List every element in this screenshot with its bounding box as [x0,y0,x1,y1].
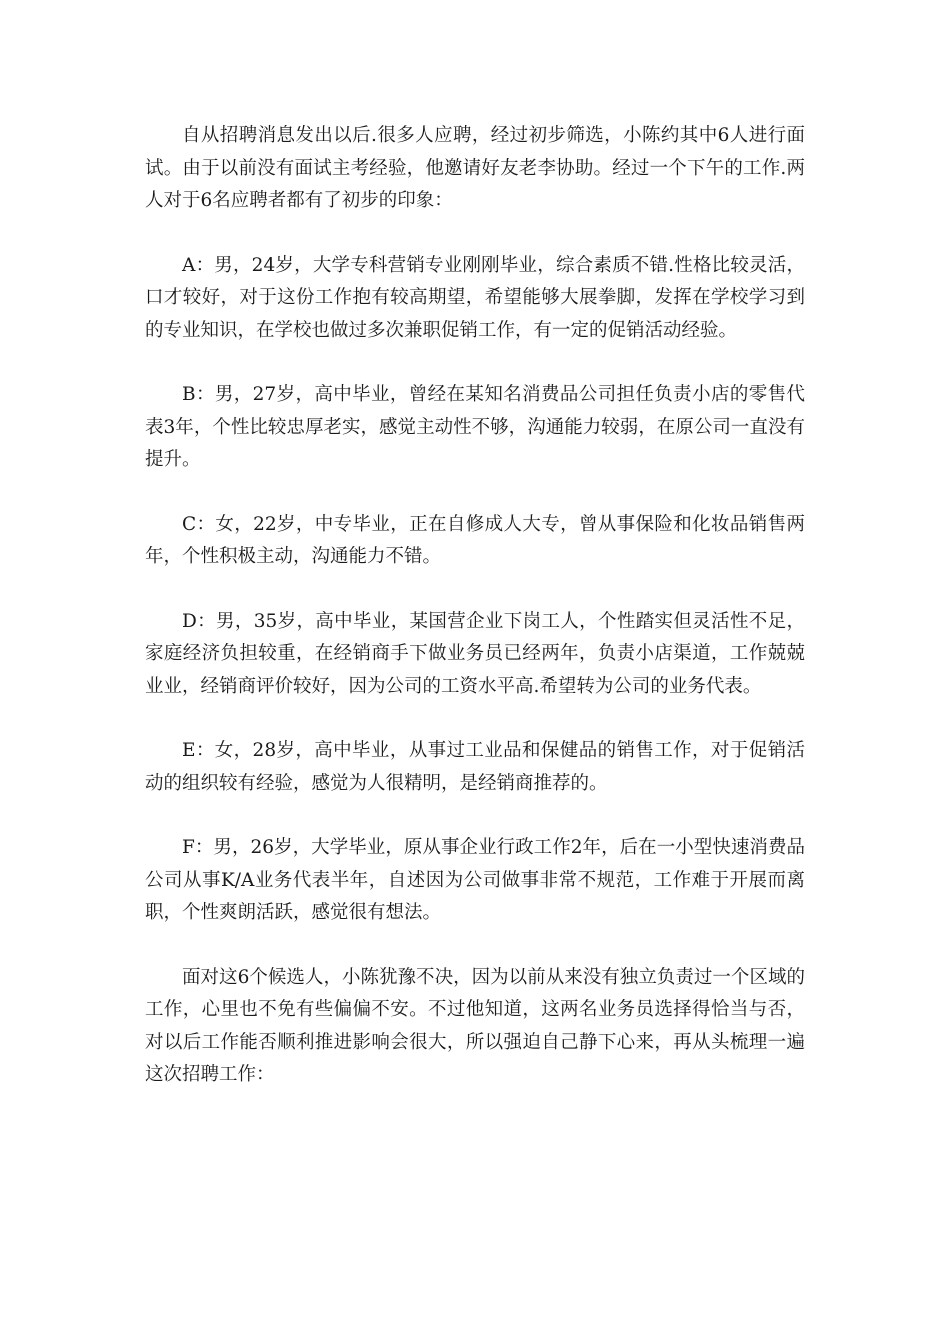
document-body [145,120,805,1124]
candidate-a-paragraph: A：男，24岁，大学专科营销专业刚刚毕业，综合素质不错.性格比较灵活，口才较好，对于这份工作抱有较高期望，希望能够大展拳脚，发挥在学校学习到的专业知识，在学校也做过多次兼职促销工作，有一定的促销活动经验。 [145,254,805,341]
intro-paragraph: 自从招聘消息发出以后.很多人应聘，经过初步筛选，小陈约其中6人进行面试。由于以前没有面试主考经验，他邀请好友老李协助。经过一个下午的工作.两人对于6名应聘者都有了初步的印象： [145,125,805,211]
conclusion-paragraph: 面对这6个候选人，小陈犹豫不决，因为以前从来没有独立负责过一个区域的工作，心里也不免有些偏偏不安。不过他知道，这两名业务员选择得恰当与否，对以后工作能否顺利推进影响会很大，所以强迫自己静下心来，再从头梳理一遍这次招聘工作： [145,966,805,1085]
candidate-d-paragraph: D：男，35岁，高中毕业，某国营企业下岗工人，个性踏实但灵活性不足，家庭经济负担较重，在经销商手下做业务员已经两年，负责小店渠道，工作兢兢业业，经销商评价较好，因为公司的工资水平高.希望转为公司的业务代表。 [145,610,805,697]
candidate-c-paragraph: C：女，22岁，中专毕业，正在自修成人大专，曾从事保险和化妆品销售两年，个性积极主动，沟通能力不错。 [145,513,805,567]
candidate-b-paragraph: B：男，27岁，高中毕业，曾经在某知名消费品公司担任负责小店的零售代表3年，个性比较忠厚老实，感觉主动性不够，沟通能力较弱，在原公司一直没有提升。 [145,384,805,470]
candidate-e-paragraph: E：女，28岁，高中毕业，从事过工业品和保健品的销售工作，对于促销活动的组织较有经验，感觉为人很精明，是经销商推荐的。 [145,740,805,794]
candidate-f-paragraph: F：男，26岁，大学毕业，原从事企业行政工作2年，后在一小型快速消费品公司从事K/A业务代表半年，自述因为公司做事非常不规范，工作难于开展而离职，个性爽朗活跃，感觉很有想法。 [145,837,805,923]
